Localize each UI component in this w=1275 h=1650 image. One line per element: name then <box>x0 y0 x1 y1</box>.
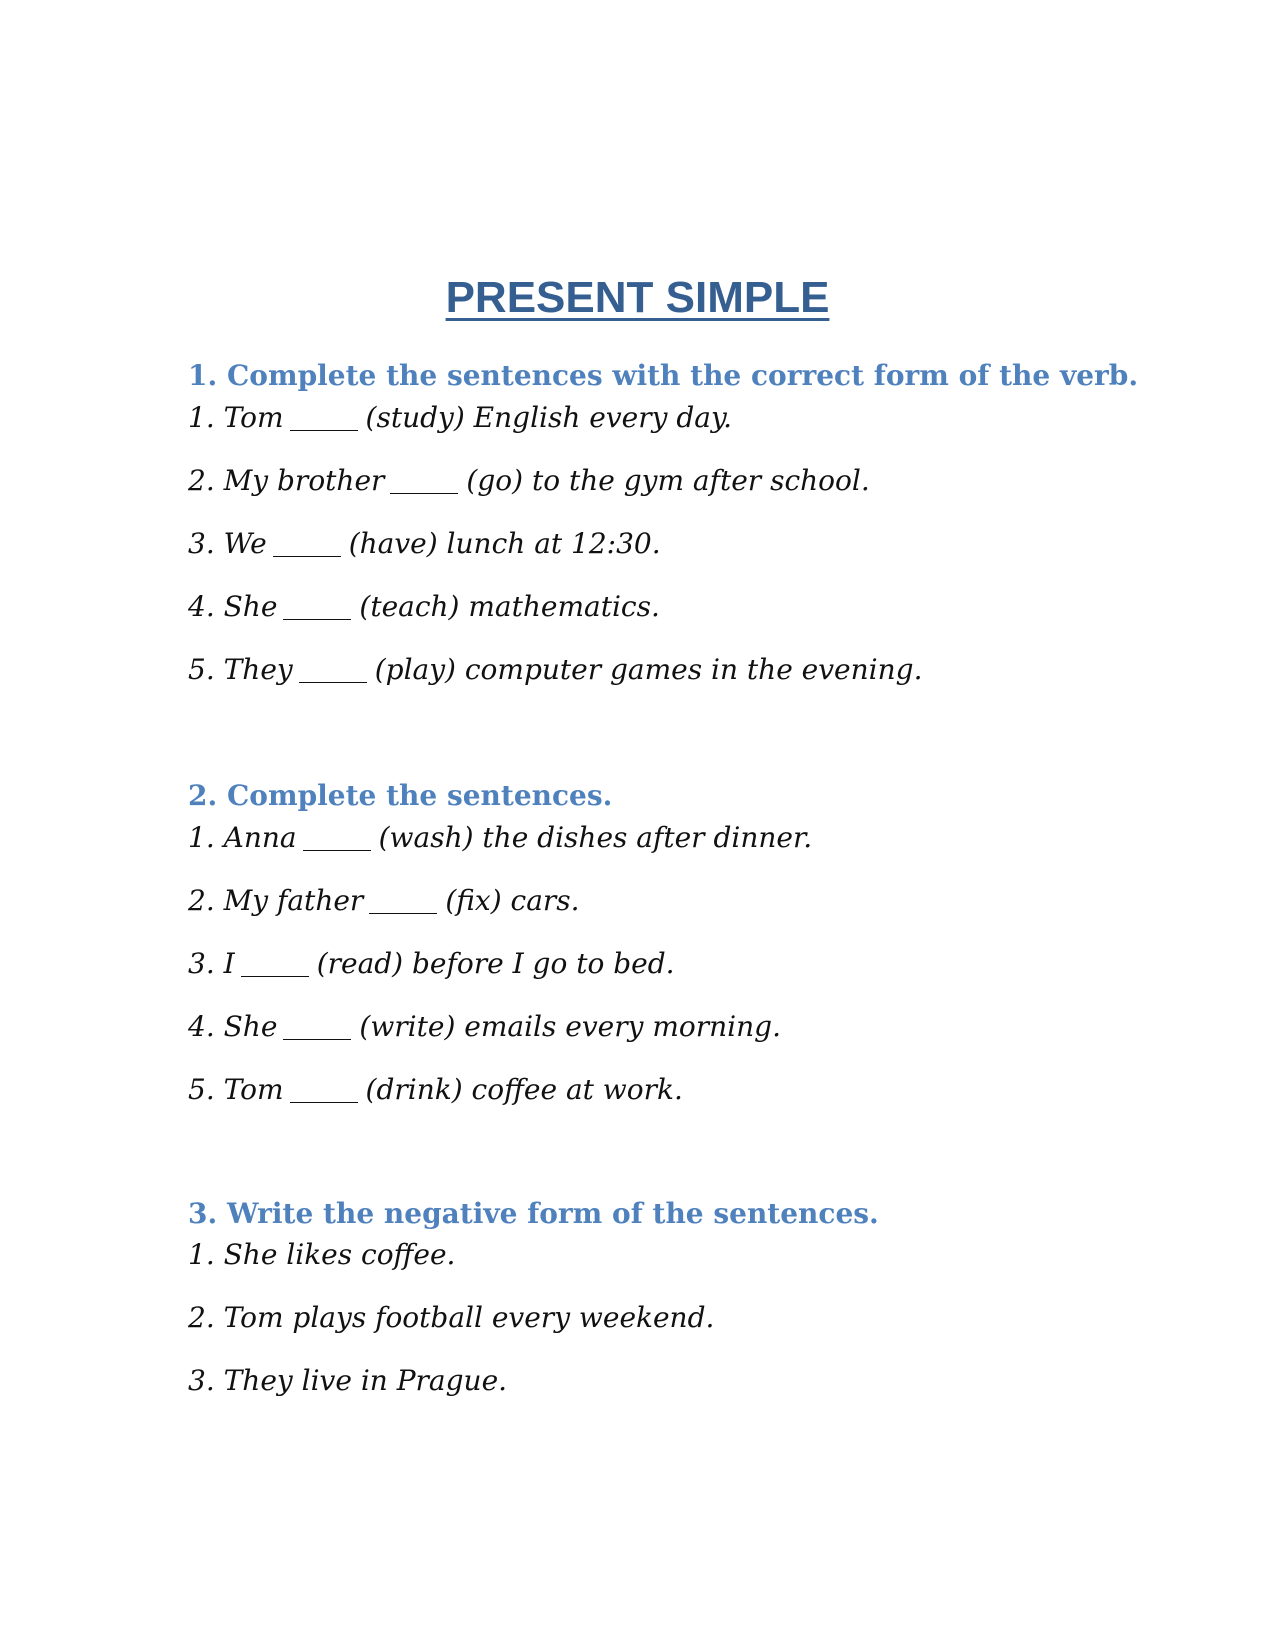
exercise-item <box>188 522 1188 564</box>
answer-blank[interactable] <box>369 883 437 914</box>
answer-blank[interactable] <box>290 1072 358 1103</box>
answer-blank[interactable] <box>299 652 367 683</box>
exercise-item <box>188 585 1188 627</box>
answer-blank[interactable] <box>290 400 358 431</box>
exercise-item <box>188 459 1188 501</box>
sentence-end: (go) to the gym after school. <box>466 464 870 497</box>
sentence-end: (play) computer games in the evening. <box>374 653 923 686</box>
answer-blank[interactable] <box>241 946 309 977</box>
exercise-heading-3: 3. Write the negative form of the sentences. <box>188 1197 879 1230</box>
exercise-item <box>188 816 1188 858</box>
sentence-end: (fix) cars. <box>445 884 580 917</box>
exercise-heading-2: 2. Complete the sentences. <box>188 779 613 812</box>
exercise-item <box>188 1068 1188 1110</box>
answer-blank[interactable] <box>390 463 458 494</box>
sentence-text: 3. They live in Prague. <box>188 1364 508 1397</box>
sentence-start: 1. Tom <box>188 401 284 434</box>
answer-blank[interactable] <box>283 589 351 620</box>
exercise-section-3 <box>188 1194 1188 1402</box>
exercise-item <box>188 1360 1188 1402</box>
exercise-section-1 <box>188 356 1188 690</box>
page-title-text: PRESENT SIMPLE <box>445 273 830 322</box>
answer-blank[interactable] <box>273 526 341 557</box>
sentence-start: 5. They <box>188 653 293 686</box>
sentence-text: 2. Tom plays football every weekend. <box>188 1301 715 1334</box>
answer-blank[interactable] <box>283 1009 351 1040</box>
sentence-start: 5. Tom <box>188 1073 284 1106</box>
exercise-item <box>188 1005 1188 1047</box>
sentence-end: (read) before I go to bed. <box>316 947 675 980</box>
sentence-start: 2. My brother <box>188 464 385 497</box>
exercise-section-2 <box>188 776 1188 1110</box>
answer-blank[interactable] <box>303 820 371 851</box>
sentence-start: 4. She <box>188 1010 278 1043</box>
sentence-text: 1. She likes coffee. <box>188 1238 456 1271</box>
exercise-item <box>188 1297 1188 1339</box>
exercise-heading-1: 1. Complete the sentences with the correct form of the verb. <box>188 359 1139 392</box>
sentence-end: (have) lunch at 12:30. <box>348 527 661 560</box>
sentence-end: (teach) mathematics. <box>359 590 660 623</box>
sentence-end: (write) emails every morning. <box>359 1010 781 1043</box>
exercise-list-3 <box>188 1234 1188 1402</box>
sentence-start: 2. My father <box>188 884 364 917</box>
exercise-item <box>188 879 1188 921</box>
exercise-list-1 <box>188 396 1188 690</box>
exercise-item <box>188 648 1188 690</box>
exercise-item <box>188 942 1188 984</box>
exercise-list-2 <box>188 816 1188 1110</box>
sentence-end: (drink) coffee at work. <box>365 1073 683 1106</box>
exercise-item <box>188 396 1188 438</box>
sentence-start: 3. I <box>188 947 235 980</box>
sentence-start: 3. We <box>188 527 267 560</box>
sentence-end: (wash) the dishes after dinner. <box>378 821 813 854</box>
page-title <box>0 272 1275 324</box>
exercise-item <box>188 1234 1188 1276</box>
sentence-end: (study) English every day. <box>365 401 732 434</box>
sentence-start: 4. She <box>188 590 278 623</box>
sentence-start: 1. Anna <box>188 821 297 854</box>
